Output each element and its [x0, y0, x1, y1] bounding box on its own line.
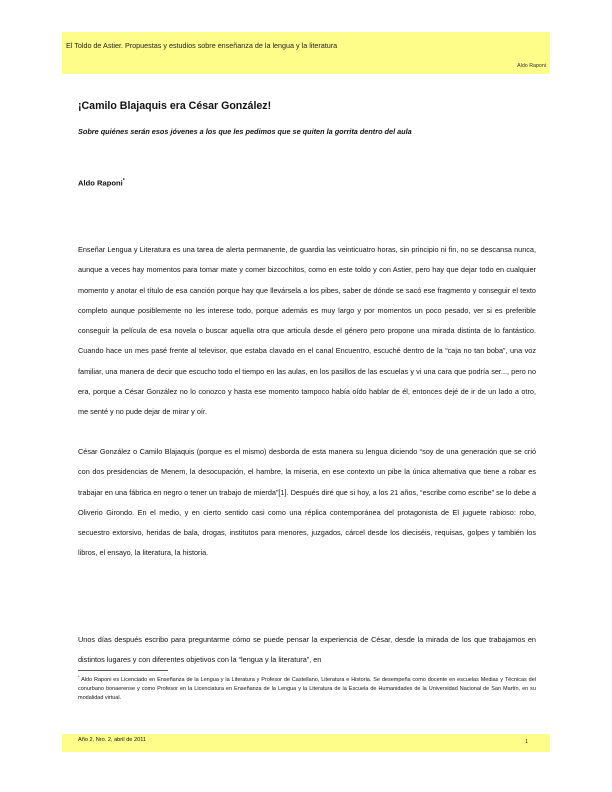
footnote-mark: * [78, 674, 80, 679]
issue-info: Año 2, Nro. 2, abril de 2011 [78, 737, 146, 743]
journal-title: El Toldo de Astier. Propuestas y estudios sobre enseñanza de la lengua y la literatura [66, 41, 338, 50]
author-name-text: Aldo Raponi [78, 178, 123, 188]
footnote-text: Aldo Raponi es Licenciado en Enseñanza de la Lengua y la Literatura y Profesor de Castellano, Literatura e Historia. Se desempeña como docente en escuelas Medias y Técnicas del conurbano bonaerense y como Profesor en la Licenciatura en Enseñanza de la Lengua y la Literatura de la Escuela de Humanidades de la Universidad Nacional de San Martín, en su modalidad virtual. [78, 676, 536, 702]
article-title: ¡Camilo Blajaquis era César González! [78, 100, 272, 112]
header-author: Aldo Raponi [517, 63, 546, 69]
header-band [62, 32, 550, 74]
footnote-marker[interactable]: * [122, 178, 125, 184]
footnote-divider [78, 670, 168, 671]
paragraph-2: César González o Camilo Blajaquis (porque es el mismo) desborda de esta manera su lengua diciendo “soy de una generación que se crió con dos presidencias de Menem, la desocupación, el hambre, la miseria, en ese contexto un pibe la única alternativa que tiene a robar es trabajar en una fábrica en negro o tener un trabajo de mierda”[1]. Después diré que si hoy, a los 21 años, “escribe como escribe” se lo debe a Oliverio Girondo. En el medio, y en cierto sentido casi como una réplica contemporánea del protagonista de El juguete rabioso: robo, secuestro extorsivo, heridas de bala, drogas, institutos para menores, juzgados, cárcel desde los dieciséis, requisas, golpes y también los libros, el ensayo, la literatura, la historia. [78, 447, 536, 558]
author-name [78, 178, 125, 188]
paragraph-1: Enseñar Lengua y Literatura es una tarea de alerta permanente, de guardia las veinticuatro horas, sin principio ni fin, no se descansa nunca, aunque a veces hay momentos para tomar mate y comer bizcochitos, como en este toldo y con Astier, pero hay que dejar todo en cualquier momento y anotar el título de esa canción porque hay que llevársela a los pibes, saber de dónde se sacó ese fragmento y conseguir el texto completo aunque posiblemente no les interese todo, porque además es muy largo y por momentos un poco pesado, ver si es preferible conseguir la película de esa novela o buscar aquella otra que articula desde el género pero propone una mirada distinta de lo fantástico. Cuando hace un mes pasé frente al televisor, que estaba clavado en el canal Encuentro, escuché dentro de la “caja no tan boba”, una voz familiar, una manera de decir que escucho todo el tiempo en las aulas, en los pasillos de las escuelas y vi una cara que podría ser..., pero no era, porque a César González no lo conozco y hasta ese momento tampoco había oído hablar de él, entonces dejé de ir de un lado a otro, me senté y no pude dejar de mirar y oír. [78, 245, 536, 417]
paragraph-3: Unos días después escribo para preguntarme cómo se puede pensar la experiencia de César, desde la mirada de los que trabajamos en distintos lugares y con diferentes objetivos con la “lengua y la literatura”, en [78, 635, 536, 665]
page-number: 1 [525, 739, 528, 745]
footnote [78, 672, 536, 703]
article-subtitle: Sobre quiénes serán esos jóvenes a los que les pedimos que se quiten la gorrita dentro del aula [78, 127, 412, 136]
